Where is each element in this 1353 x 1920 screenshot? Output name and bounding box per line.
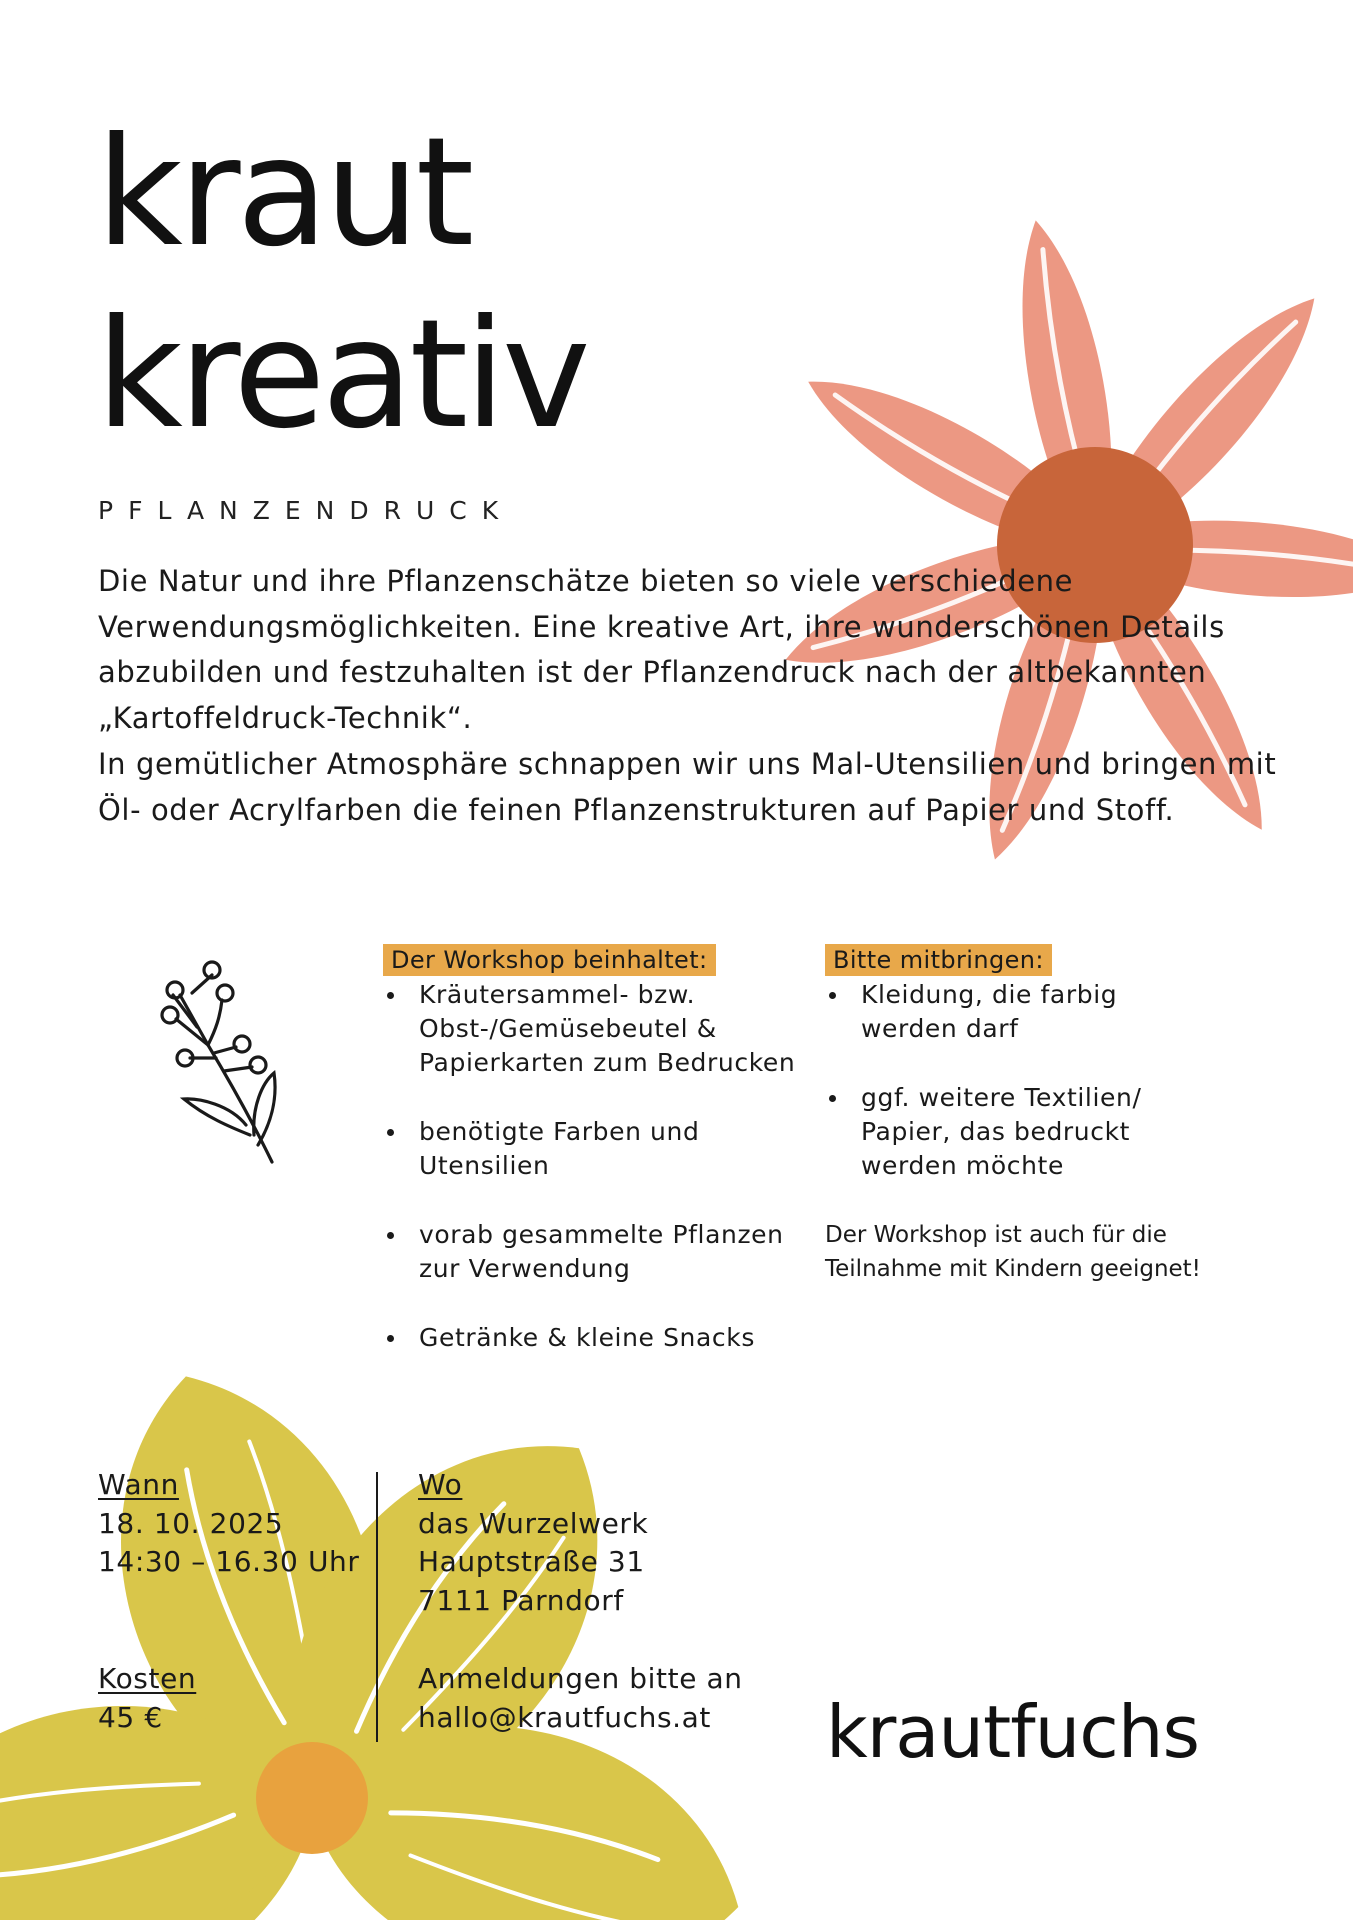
bring-list: [825, 978, 1165, 1183]
list-item: Getränke & kleine Snacks: [383, 1321, 803, 1355]
registration-section: [418, 1660, 798, 1737]
when-heading: Wann: [98, 1468, 179, 1501]
list-item: Kleidung, die farbig werden darf: [825, 978, 1165, 1046]
intro-paragraph-2: In gemütlicher Atmosphäre schnappen wir uns Mal-Utensilien und bringen mit Öl- oder Acrylfarben die feinen Pflanzenstrukturen auf Papier und Stoff.: [98, 746, 1277, 827]
subtitle: PFLANZENDRUCK: [98, 496, 514, 525]
cost-heading: Kosten: [98, 1662, 197, 1695]
where-heading: Wo: [418, 1468, 463, 1501]
title-line-1: kraut: [96, 106, 471, 280]
workshop-list: [383, 978, 803, 1355]
event-date: 18. 10. 2025: [98, 1506, 284, 1540]
divider: [376, 1472, 378, 1742]
yellow-flower-illustration: [0, 1342, 769, 1920]
list-item: vorab gesammelte Pflanzen zur Verwendung: [383, 1218, 803, 1286]
list-item: Kräutersammel- bzw. Obst-/Gemüsebeutel & Papierkarten zum Bedrucken: [383, 978, 803, 1080]
venue-name: das Wurzelwerk: [418, 1506, 649, 1540]
venue-city: 7111 Parndorf: [418, 1583, 624, 1617]
where-section: [418, 1466, 798, 1620]
intro-paragraph-1: Die Natur und ihre Pflanzenschätze bieten so viele verschiedene Verwendungsmöglichkeiten. Eine kreative Art, ihre wunderschönen Details abzubilden und festzuhalten ist der Pflanzendruck nach der altbekannten „Kartoffeldruck-Technik“.: [98, 564, 1225, 736]
workshop-section: [383, 944, 803, 1390]
registration-text: Anmeldungen bitte an: [418, 1662, 743, 1695]
workshop-label: Der Workshop beinhaltet:: [383, 944, 716, 976]
when-section: [98, 1466, 378, 1582]
kids-note: Der Workshop ist auch für die Teilnahme mit Kindern geeignet!: [825, 1222, 1201, 1282]
cost-value: 45 €: [98, 1700, 163, 1734]
list-item: benötigte Farben und Utensilien: [383, 1115, 803, 1183]
bring-section: [825, 944, 1245, 1286]
brand-logo: krautfuchs: [826, 1690, 1199, 1774]
cost-section: [98, 1660, 358, 1737]
bring-label: Bitte mitbringen:: [825, 944, 1052, 976]
intro-text: [98, 559, 1318, 833]
venue-street: Hauptstraße 31: [418, 1545, 645, 1579]
title-line-2: kreativ: [96, 288, 587, 462]
registration-email[interactable]: hallo@krautfuchs.at: [418, 1700, 711, 1734]
berry-branch-icon: [150, 955, 290, 1170]
list-item: ggf. weitere Textilien/ Papier, das bedruckt werden möchte: [825, 1081, 1165, 1183]
event-time: 14:30 – 16.30 Uhr: [98, 1545, 360, 1579]
